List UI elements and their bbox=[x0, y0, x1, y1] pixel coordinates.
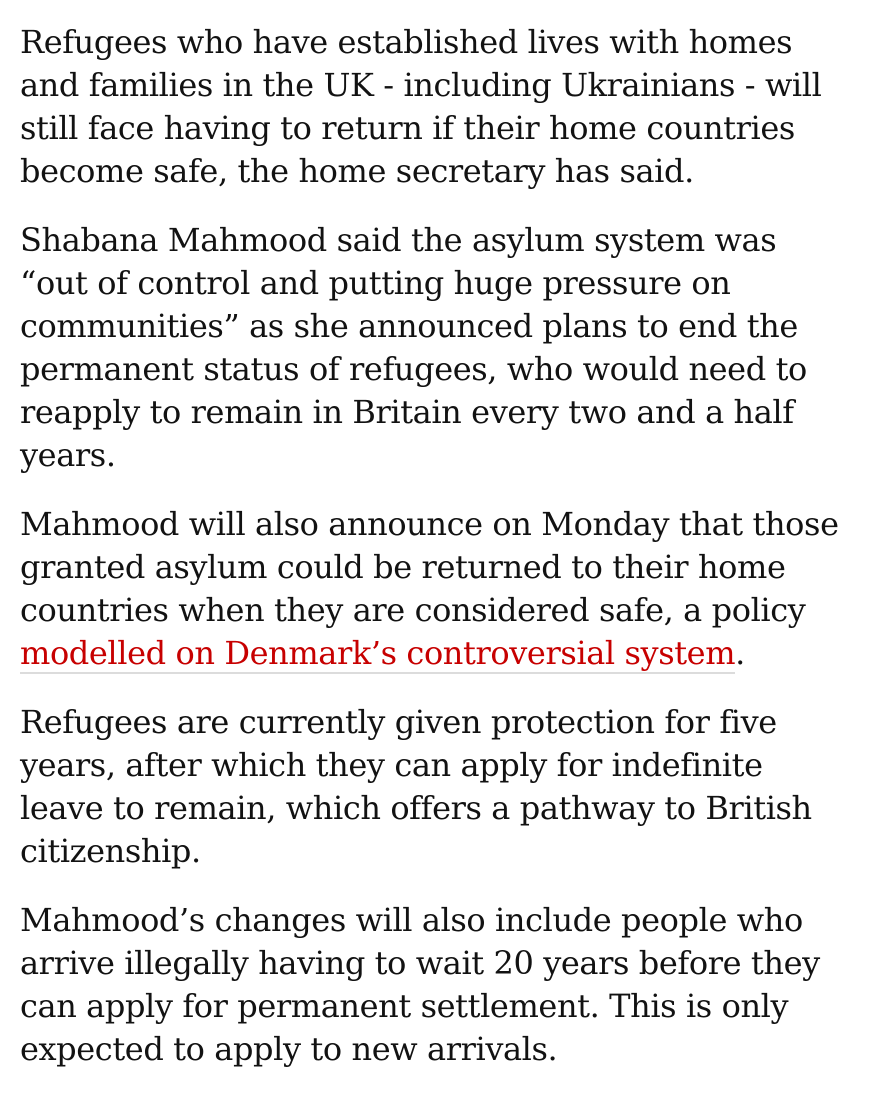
denmark-policy-link[interactable]: modelled on Denmark’s controversial system bbox=[20, 634, 736, 672]
paragraph-3 bbox=[20, 503, 846, 675]
paragraph-4: Refugees are currently given protection for five years, after which they can apply for indefinite leave to remain, which offers a pathway to British citizenship. bbox=[20, 703, 812, 870]
paragraph-1: Refugees who have established lives with homes and families in the UK - including Ukrainians - will still face having to return if their home countries become safe, the home secretary has said. bbox=[20, 23, 822, 190]
paragraph-2: Shabana Mahmood said the asylum system was “out of control and putting huge pressure on communities” as she announced plans to end the permanent status of refugees, who would need to reapply to remain in Britain every two and a half years. bbox=[20, 221, 807, 474]
paragraph-3-text-before: Mahmood will also announce on Monday that those granted asylum could be returned to their home countries when they are considered safe, a policy bbox=[20, 505, 839, 629]
paragraph-3-text-after: . bbox=[735, 634, 745, 672]
paragraph-5: Mahmood’s changes will also include people who arrive illegally having to wait 20 years before they can apply for permanent settlement. This is only expected to apply to new arrivals. bbox=[20, 901, 820, 1068]
